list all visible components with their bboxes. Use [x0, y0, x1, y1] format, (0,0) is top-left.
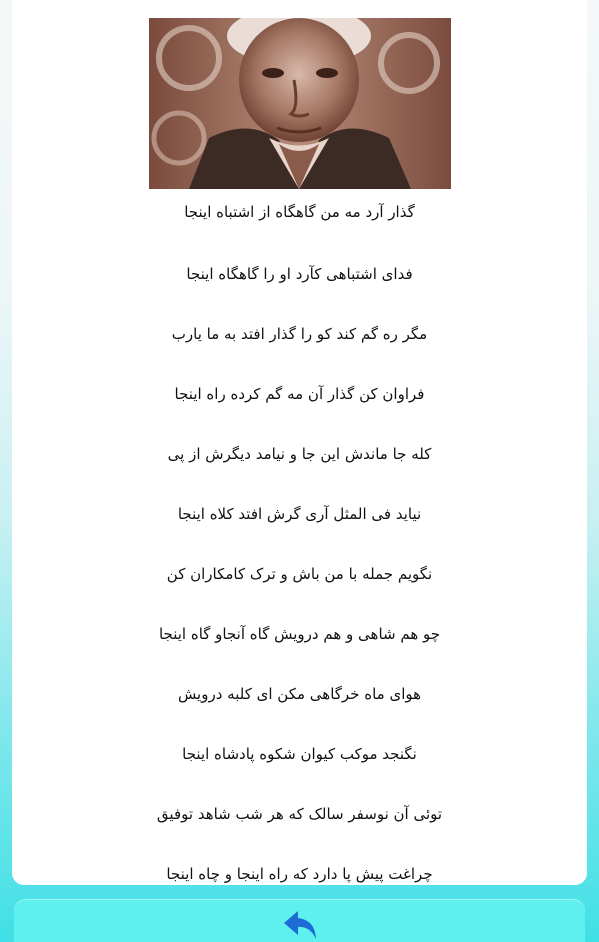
poem-line: نگنجد موکب کیوان شکوه پادشاه اینجا: [182, 745, 417, 763]
poem-line: هوای ماه خرگاهی مکن ای کلبه درویش: [177, 685, 422, 703]
poem-line: توئی آن نوسفر سالک که هر شب شاهد توفیق: [156, 805, 443, 823]
poem-line: چو هم شاهی و هم درویش گاه آنجاو گاه اینجا: [158, 625, 441, 643]
bottom-bar: [14, 899, 585, 942]
reply-arrow-icon: [282, 905, 318, 941]
poem-line: گذار آرد مه من گاهگاه از اشتباه اینجا: [184, 203, 415, 221]
poem-line: چراغت پیش پا دارد که راه اینجا و چاه اینجا: [166, 865, 433, 883]
poem-line: فدای اشتباهی کآرد او را گاهگاه اینجا: [186, 265, 413, 283]
poem-line: نگویم جمله با من باش و ترک کامکاران کن: [166, 565, 433, 583]
poem-line: نیاید فی المثل آری گرش افتد کلاه اینجا: [177, 505, 422, 523]
poem-line: مگر ره گم کند کو را گذار افتد به ما یارب: [171, 325, 428, 343]
back-button[interactable]: [282, 905, 318, 941]
poem-line: فراوان کن گذار آن مه گم کرده راه اینجا: [174, 385, 425, 403]
poem-card: [12, 0, 587, 885]
poem-lines: [12, 198, 587, 885]
poem-line: کله جا ماندش این جا و نیامد دیگرش از پی: [167, 445, 432, 463]
poet-photo: [149, 18, 451, 189]
